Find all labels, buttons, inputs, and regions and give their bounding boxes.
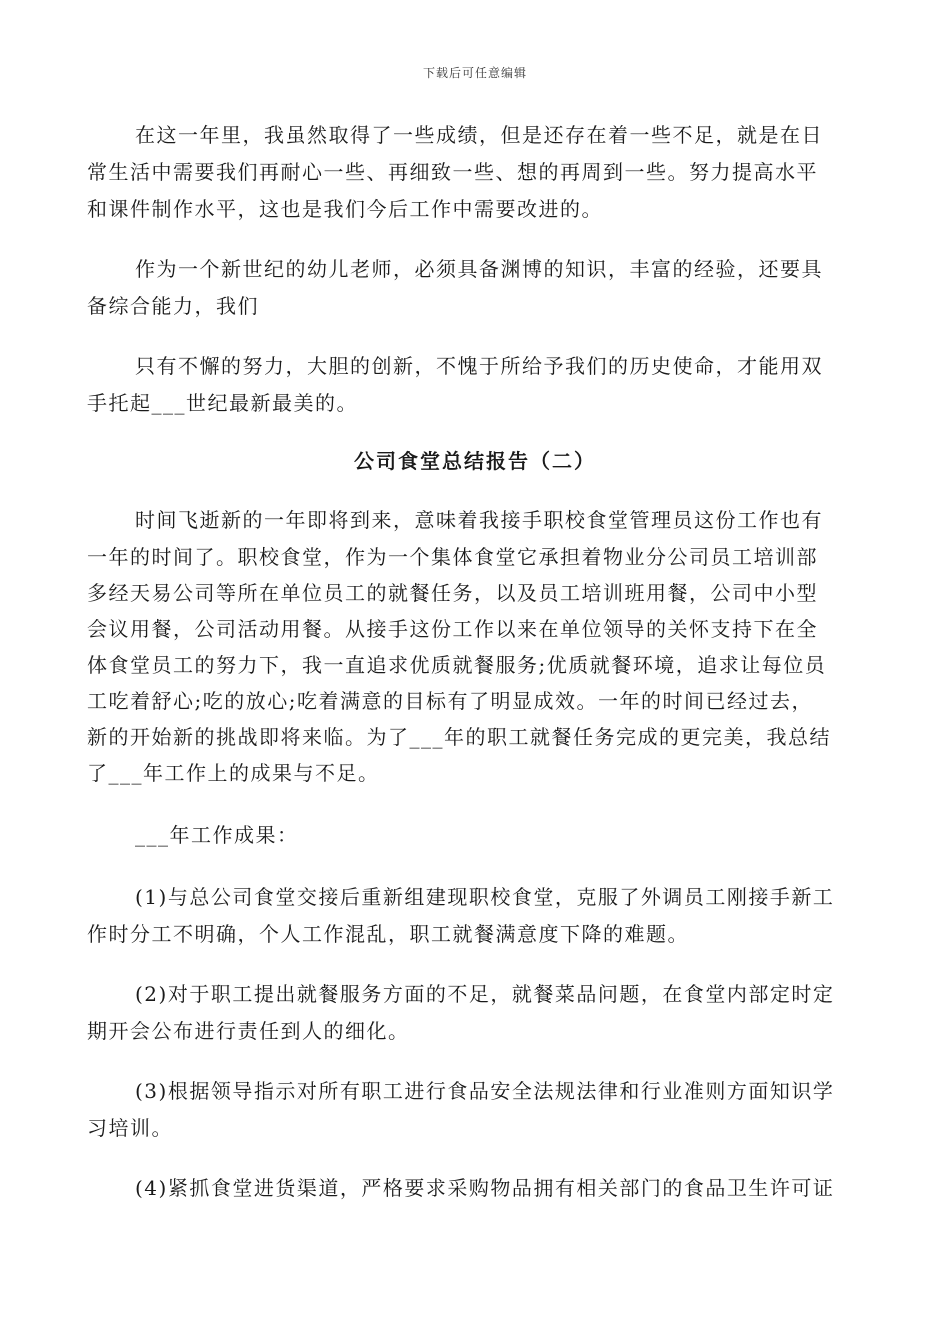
paragraph-line: 备综合能力，我们 bbox=[87, 294, 259, 318]
paragraph-line: 作时分工不明确，个人工作混乱，职工就餐满意度下降的难题。 bbox=[87, 922, 689, 946]
paragraph-line: (3)根据领导指示对所有职工进行食品安全法规法律和行业准则方面知识学 bbox=[135, 1079, 835, 1103]
paragraph-line: 一年的时间了。职校食堂，作为一个集体食堂它承担着物业分公司员工培训部 bbox=[87, 545, 818, 569]
paragraph-line: 工吃着舒心;吃的放心;吃着满意的目标有了明显成效。一年的时间已经过去， bbox=[87, 689, 813, 713]
paragraph-line: 新的开始新的挑战即将来临。为了___年的职工就餐任务完成的更完美，我总结 bbox=[87, 725, 831, 749]
section-title: 公司食堂总结报告（二） bbox=[354, 449, 596, 473]
paragraph-line: 习培训。 bbox=[87, 1116, 173, 1140]
paragraph-line: 期开会公布进行责任到人的细化。 bbox=[87, 1019, 410, 1043]
paragraph-line: (2)对于职工提出就餐服务方面的不足，就餐菜品问题，在食堂内部定时定 bbox=[135, 982, 835, 1006]
paragraph-line: 了___年工作上的成果与不足。 bbox=[87, 761, 380, 785]
paragraph-line: (4)紧抓食堂进货渠道，严格要求采购物品拥有相关部门的食品卫生许可证 bbox=[135, 1176, 835, 1200]
page-header: 下载后可任意编辑 bbox=[422, 66, 527, 80]
paragraph-line: ___年工作成果： bbox=[135, 823, 299, 847]
paragraph-line: 在这一年里，我虽然取得了一些成绩，但是还存在着一些不足，就是在日 bbox=[135, 123, 823, 147]
paragraph-line: 手托起___世纪最新最美的。 bbox=[87, 391, 358, 415]
paragraph-line: 常生活中需要我们再耐心一些、再细致一些、想的再周到一些。努力提高水平 bbox=[87, 160, 818, 184]
paragraph-line: 多经天易公司等所在单位员工的就餐任务，以及员工培训班用餐，公司中小型 bbox=[87, 581, 818, 605]
paragraph-line: 时间飞逝新的一年即将到来，意味着我接手职校食堂管理员这份工作也有 bbox=[135, 508, 823, 532]
paragraph-line: (1)与总公司食堂交接后重新组建现职校食堂，克服了外调员工刚接手新工 bbox=[135, 885, 835, 909]
paragraph-line: 体食堂员工的努力下，我一直追求优质就餐服务;优质就餐环境，追求让每位员 bbox=[87, 653, 827, 677]
paragraph-line: 会议用餐，公司活动用餐。从接手这份工作以来在单位领导的关怀支持下在全 bbox=[87, 617, 818, 641]
paragraph-line: 作为一个新世纪的幼儿老师，必须具备渊博的知识，丰富的经验，还要具 bbox=[135, 257, 823, 281]
paragraph-line: 只有不懈的努力，大胆的创新，不愧于所给予我们的历史使命，才能用双 bbox=[135, 354, 823, 378]
paragraph-line: 和课件制作水平，这也是我们今后工作中需要改进的。 bbox=[87, 197, 603, 221]
